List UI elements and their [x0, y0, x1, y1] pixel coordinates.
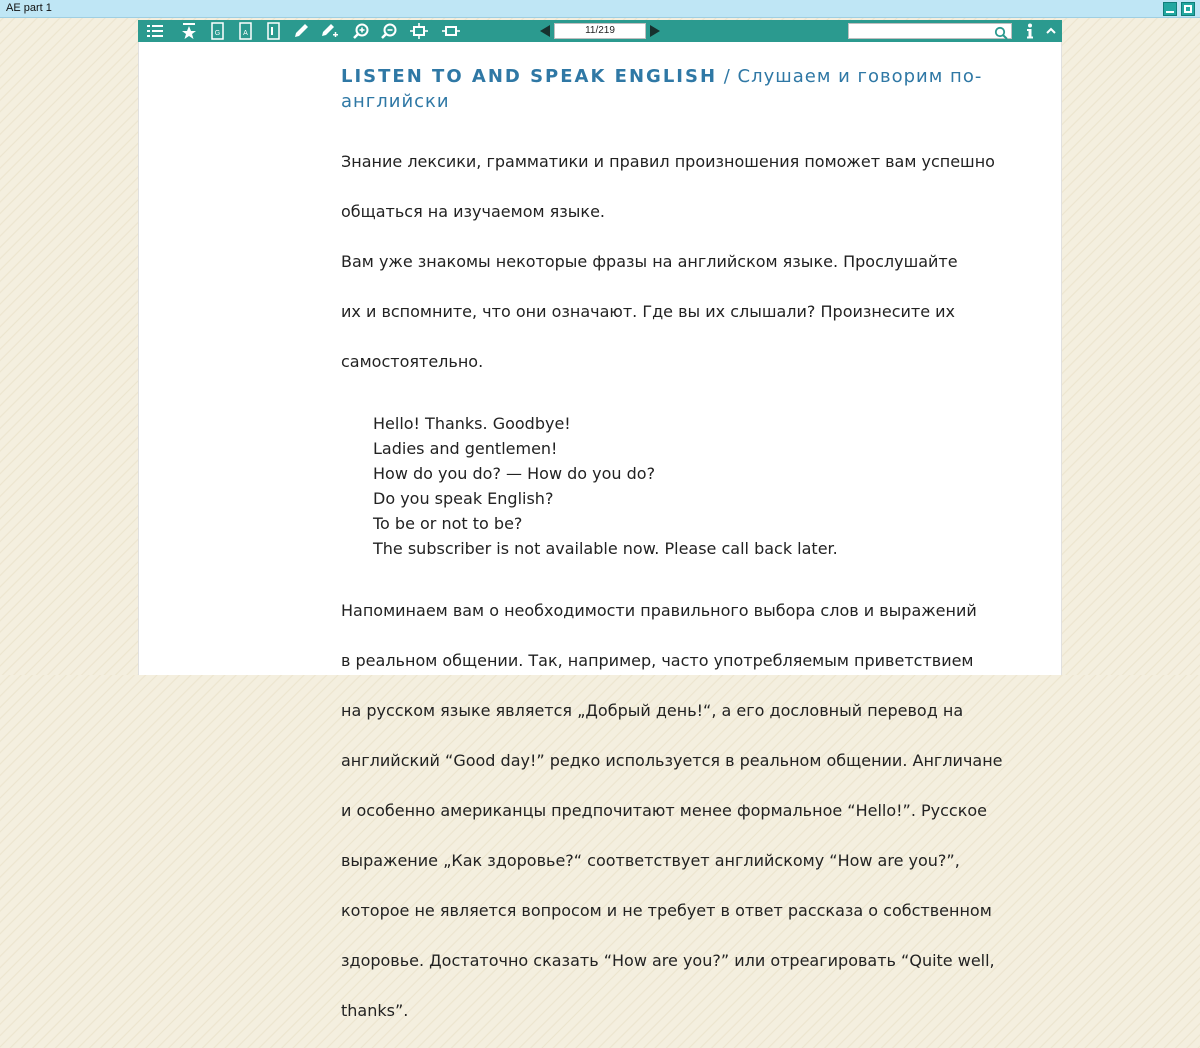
book-icon[interactable] [264, 22, 282, 40]
paragraph-line: которое не является вопросом и не требует в ответ рассказа о собственном [341, 901, 992, 920]
paragraph-line: thanks”. [341, 1001, 409, 1020]
list-icon[interactable] [146, 22, 164, 40]
heading-russian: / Слушаем и говорим по-английски [341, 66, 983, 112]
chevron-up-icon[interactable] [1042, 22, 1060, 40]
fit-page-icon[interactable] [410, 22, 428, 40]
search-input[interactable] [849, 30, 989, 44]
page-content [341, 64, 1041, 1048]
pencil-icon[interactable] [292, 22, 310, 40]
paragraph-line: Вам уже знакомы некоторые фразы на английском языке. Прослушайте [341, 252, 958, 271]
zoom-out-icon[interactable] [380, 22, 398, 40]
paragraph-line: выражение „Как здоровье?“ соответствует английскому “How are you?”, [341, 851, 960, 870]
next-page-button[interactable] [650, 25, 660, 37]
reader-toolbar [138, 20, 1062, 42]
phrase-item: To be or not to be? [373, 514, 523, 533]
paragraph-line: общаться на изучаемом языке. [341, 202, 605, 221]
fit-width-icon[interactable] [442, 22, 460, 40]
svg-text:G: G [214, 30, 221, 37]
glossary-icon[interactable] [208, 22, 226, 40]
heading-english: LISTEN TO AND SPEAK ENGLISH [341, 66, 718, 87]
previous-page-button[interactable] [540, 25, 550, 37]
minimize-button[interactable] [1163, 2, 1177, 16]
paragraph-line: Знание лексики, грамматики и правил произношения поможет вам успешно [341, 152, 995, 171]
bookmark-star-icon[interactable] [180, 22, 198, 40]
paragraph-line: на русском языке является „Добрый день!“, а его дословный перевод на [341, 701, 964, 720]
paragraph-line: здоровье. Достаточно сказать “How are you?” или отреагировать “Quite well, [341, 951, 995, 970]
phrase-item: The subscriber is not available now. Please call back later. [373, 539, 838, 558]
search-icon[interactable] [994, 25, 1008, 44]
window-titlebar [0, 0, 1200, 18]
phrase-item: Hello! Thanks. Goodbye! [373, 414, 571, 433]
reminder-paragraph [341, 573, 1041, 1048]
paragraph-line: Напоминаем вам о необходимости правильного выбора слов и выражений [341, 601, 977, 620]
phrase-item: How do you do? — How do you do? [373, 464, 656, 483]
info-icon[interactable] [1021, 22, 1039, 40]
search-box [848, 23, 1012, 39]
phrase-item: Ladies and gentlemen! [373, 439, 558, 458]
maximize-button[interactable] [1181, 2, 1195, 16]
paragraph-line: английский “Good day!” редко используется в реальном общении. Англичане [341, 751, 1003, 770]
intro-paragraph [341, 124, 1041, 399]
zoom-in-icon[interactable] [352, 22, 370, 40]
paragraph-line: в реальном общении. Так, например, часто употребляемым приветствием [341, 651, 974, 670]
pencil-add-icon[interactable] [320, 22, 338, 40]
window-title: AE part 1 [6, 2, 52, 14]
svg-text:A: A [243, 30, 248, 37]
page-indicator[interactable]: 11/219 [554, 23, 646, 39]
phrase-item: Do you speak English? [373, 489, 554, 508]
paragraph-line: и особенно американцы предпочитают менее формальное “Hello!”. Русское [341, 801, 988, 820]
phrase-list [373, 411, 1041, 561]
paragraph-line: их и вспомните, что они означают. Где вы их слышали? Произнесите их [341, 302, 955, 321]
section-heading [341, 64, 1041, 114]
paragraph-line: самостоятельно. [341, 352, 484, 371]
dictionary-icon[interactable] [236, 22, 254, 40]
